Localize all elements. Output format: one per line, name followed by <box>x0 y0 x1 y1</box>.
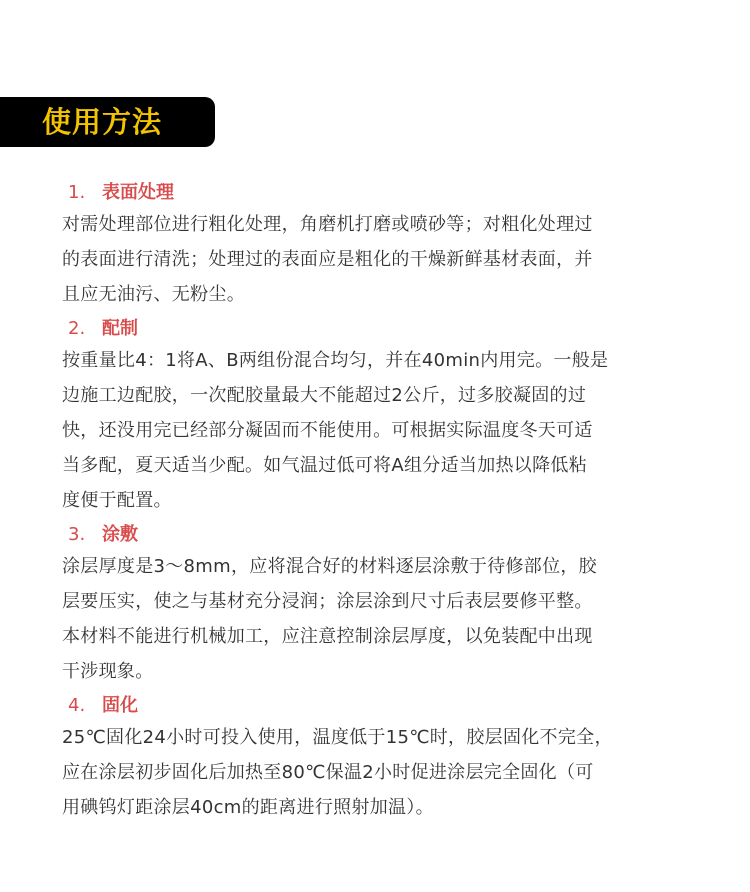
section-title: 表面处理 <box>102 182 174 203</box>
section-body <box>62 343 702 518</box>
section-body <box>62 720 702 825</box>
body-line: 的表面进行清洗；处理过的表面应是粗化的干燥新鲜基材表面，并 <box>62 249 593 270</box>
section-title: 涂敷 <box>102 524 138 545</box>
body-line: 且应无油污、无粉尘。 <box>62 284 245 305</box>
body-line: 应在涂层初步固化后加热至80℃保温2小时促进涂层完全固化（可 <box>62 762 594 783</box>
body-line: 按重量比4：1将A、B两组份混合均匀，并在40min内用完。一般是 <box>62 350 609 371</box>
body-line: 对需处理部位进行粗化处理，角磨机打磨或喷砂等；对粗化处理过 <box>62 214 593 235</box>
section-number: 3. <box>68 524 86 545</box>
body-line: 用碘钨灯距涂层40cm的距离进行照射加温）。 <box>62 797 434 818</box>
section-preparation <box>62 316 702 518</box>
body-line: 层要压实，使之与基材充分浸润；涂层涂到尺寸后表层要修平整。 <box>62 591 593 612</box>
instructions-content <box>62 180 702 829</box>
section-heading <box>62 693 702 719</box>
section-number: 2. <box>68 318 86 339</box>
page-title: 使用方法 <box>42 104 163 139</box>
body-line: 涂层厚度是3～8mm，应将混合好的材料逐层涂敷于待修部位，胶 <box>62 556 597 577</box>
section-surface-treatment <box>62 180 702 312</box>
section-heading <box>62 522 702 548</box>
section-title-bar <box>0 97 215 147</box>
body-line: 度便于配置。 <box>62 490 172 511</box>
section-body <box>62 207 702 312</box>
body-line: 边施工边配胶，一次配胶量最大不能超过2公斤，过多胶凝固的过 <box>62 385 587 406</box>
body-line: 本材料不能进行机械加工，应注意控制涂层厚度，以免装配中出现 <box>62 626 593 647</box>
section-title: 配制 <box>102 318 138 339</box>
body-line: 当多配，夏天适当少配。如气温过低可将A组分适当加热以降低粘 <box>62 455 588 476</box>
body-line: 干涉现象。 <box>62 661 154 682</box>
section-curing <box>62 693 702 825</box>
section-heading <box>62 316 702 342</box>
section-title: 固化 <box>102 695 138 716</box>
section-number: 1. <box>68 182 86 203</box>
body-line: 快，还没用完已经部分凝固而不能使用。可根据实际温度冬天可适 <box>62 420 593 441</box>
section-coating <box>62 522 702 689</box>
section-body <box>62 549 702 689</box>
body-line: 25℃固化24小时可投入使用，温度低于15℃时，胶层固化不完全， <box>62 727 613 748</box>
section-heading <box>62 180 702 206</box>
section-number: 4. <box>68 695 86 716</box>
